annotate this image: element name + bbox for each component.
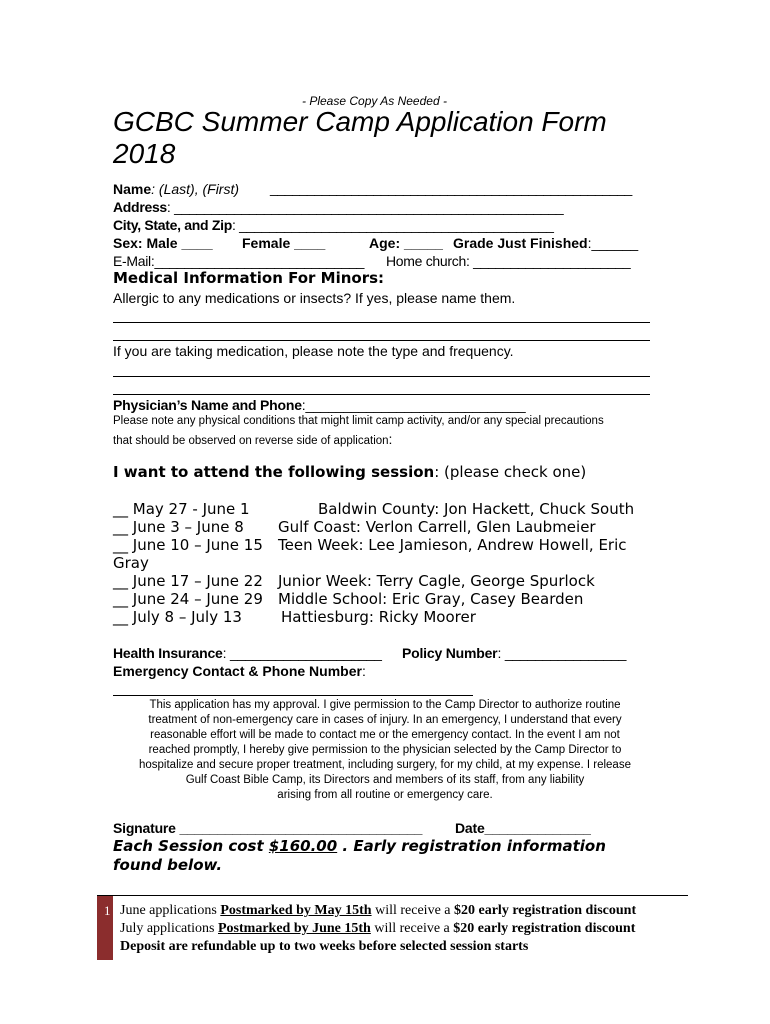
session-heading-hint: : (please check one) [434, 463, 587, 481]
physician-blank: :_____________________________ [301, 397, 526, 413]
session-cost-line-1 [113, 837, 606, 856]
session-details: Middle School: Eric Gray, Casey Bearden [278, 590, 584, 608]
footnote-text [120, 902, 636, 956]
date-field[interactable]: Date______________ [455, 820, 591, 836]
address-blank: : ____________________________________________________ [166, 199, 564, 215]
emergency-contact-line[interactable] [113, 695, 473, 696]
email-field[interactable]: E-Mail:____________________________ [113, 253, 365, 269]
footnote-july-discount: $20 early registration discount [453, 921, 636, 936]
city-field[interactable] [113, 217, 554, 233]
allergy-question: Allergic to any medications or insects? If yes, please name them. [113, 290, 516, 306]
footnote-line-3: Deposit are refundable up to two weeks before selected session starts [120, 939, 529, 954]
session-option[interactable] [113, 572, 595, 590]
grade-label: Grade Just Finished [453, 235, 588, 251]
approval-line: Gulf Coast Bible Camp, its Directors and members of its staff, from any liability [185, 774, 585, 786]
session-checkbox-blank[interactable]: __ [113, 518, 128, 536]
session-heading-label: I want to attend the following session [113, 463, 435, 481]
session-option[interactable] [113, 536, 627, 554]
medication-line-2[interactable] [113, 394, 650, 395]
session-checkbox-blank[interactable]: __ [113, 590, 128, 608]
footnote-june-mid: will receive a [371, 903, 454, 918]
grade-field[interactable] [453, 235, 638, 251]
city-blank: : __________________________________________ [231, 217, 554, 233]
policy-number-blank: : ________________ [497, 645, 627, 661]
title-line-2: 2018 [113, 138, 176, 169]
physical-note-line-2 [113, 431, 392, 447]
session-details: Hattiesburg: Ricky Moorer [281, 608, 476, 626]
physical-note-text: that should be observed on reverse side of application [113, 435, 389, 447]
session-option[interactable] [113, 518, 596, 536]
page-title [113, 106, 607, 170]
approval-line: arising from all routine or emergency care. [277, 789, 493, 801]
session-details: Gulf Coast: Verlon Carrell, Glen Laubmeier [278, 518, 596, 536]
session-heading [113, 463, 586, 481]
session-details: Teen Week: Lee Jamieson, Andrew Howell, Eric [278, 536, 627, 554]
footnote-divider [97, 895, 688, 896]
footnote-july-postmark: Postmarked by June 15th [218, 921, 371, 936]
session-dates: June 3 – June 8 [132, 518, 244, 536]
approval-paragraph [100, 698, 670, 803]
church-field[interactable]: Home church: _____________________ [386, 253, 631, 269]
physician-field[interactable] [113, 397, 526, 413]
session-dates: May 27 - June 1 [132, 500, 250, 518]
address-field[interactable] [113, 199, 563, 215]
physician-label: Physician’s Name and Phone [113, 397, 302, 413]
footnote-june-prefix: June applications [120, 903, 221, 918]
emergency-contact-field [113, 663, 366, 679]
approval-line: treatment of non-emergency care in cases of injury. In an emergency, I understand that every [148, 714, 622, 726]
session-dates: Gray [113, 554, 149, 572]
signature-field[interactable]: Signature ________________________________ [113, 820, 423, 836]
footnote-number: 1 [104, 903, 111, 918]
footnote-line-1 [120, 902, 636, 920]
medication-question: If you are taking medication, please note the type and frequency. [113, 343, 514, 359]
approval-line: reached promptly, I hereby give permission to the physician selected by the Camp Director to [148, 744, 622, 756]
session-dates: June 24 – June 29 [132, 590, 263, 608]
emergency-contact-label: Emergency Contact & Phone Number [113, 663, 362, 679]
session-checkbox-blank[interactable]: __ [113, 500, 128, 518]
name-field [113, 181, 239, 197]
name-label: Name [113, 181, 152, 197]
footnote-june-postmark: Postmarked by May 15th [220, 903, 372, 918]
city-label: City, State, and Zip [113, 217, 232, 233]
session-option[interactable] [113, 608, 476, 626]
sex-male-field[interactable]: Sex: Male ____ [113, 235, 213, 251]
footnote-june-discount: $20 early registration discount [454, 903, 637, 918]
session-cost-line-2: found below. [113, 856, 223, 874]
session-cost [113, 837, 606, 875]
allergy-line-2[interactable] [113, 340, 650, 341]
footnote-july-prefix: July applications [120, 921, 218, 936]
age-field[interactable]: Age: _____ [369, 235, 443, 251]
policy-number-field[interactable] [402, 645, 626, 661]
female-field[interactable]: Female ____ [242, 235, 326, 251]
name-blank[interactable]: _________________________________________________ [270, 180, 632, 196]
session-checkbox-blank[interactable]: __ [113, 608, 128, 626]
title-line-1: GCBC Summer Camp Application Form [113, 106, 607, 137]
session-checkbox-blank[interactable]: __ [113, 572, 128, 590]
session-option-continued [113, 554, 263, 572]
session-dates: June 17 – June 22 [132, 572, 263, 590]
session-option[interactable] [113, 500, 635, 518]
approval-line: This application has my approval. I give permission to the Camp Director to authorize routine [149, 699, 621, 711]
health-insurance-field[interactable] [113, 645, 382, 661]
name-hint: : (Last), (First) [151, 181, 240, 197]
session-dates: June 10 – June 15 [132, 536, 263, 554]
approval-line: reasonable effort will be made to contact me or the emergency contact. In the event I am not [150, 729, 620, 741]
allergy-line-1[interactable] [113, 322, 650, 323]
session-details: Junior Week: Terry Cagle, George Spurlock [278, 572, 595, 590]
session-details: Baldwin County: Jon Hackett, Chuck South [318, 500, 635, 518]
physical-note-line-1: Please note any physical conditions that might limit camp activity, and/or any special precautions [113, 415, 604, 427]
health-insurance-blank: : ____________________ [222, 645, 382, 661]
session-dates: July 8 – July 13 [132, 608, 242, 626]
footnote-line-2 [120, 920, 636, 938]
physical-note-colon: : [388, 431, 393, 447]
cost-prefix: Each Session cost [113, 837, 269, 855]
medical-heading: Medical Information For Minors: [113, 269, 385, 287]
address-label: Address [113, 199, 167, 215]
policy-number-label: Policy Number [402, 645, 498, 661]
session-checkbox-blank[interactable]: __ [113, 536, 128, 554]
session-list [113, 500, 635, 626]
grade-blank: :______ [587, 235, 639, 251]
approval-line: hospitalize and secure proper treatment, including surgery, for my child, at my expense. I release [139, 759, 631, 771]
session-option[interactable] [113, 590, 584, 608]
copy-note: - Please Copy As Needed - [302, 94, 447, 108]
emergency-contact-colon: : [361, 663, 366, 679]
cost-amount: $160.00 [268, 837, 338, 855]
health-insurance-label: Health Insurance [113, 645, 223, 661]
footnote-july-mid: will receive a [370, 921, 454, 936]
medication-line-1[interactable] [113, 376, 650, 377]
cost-suffix: . Early registration information [337, 837, 606, 855]
